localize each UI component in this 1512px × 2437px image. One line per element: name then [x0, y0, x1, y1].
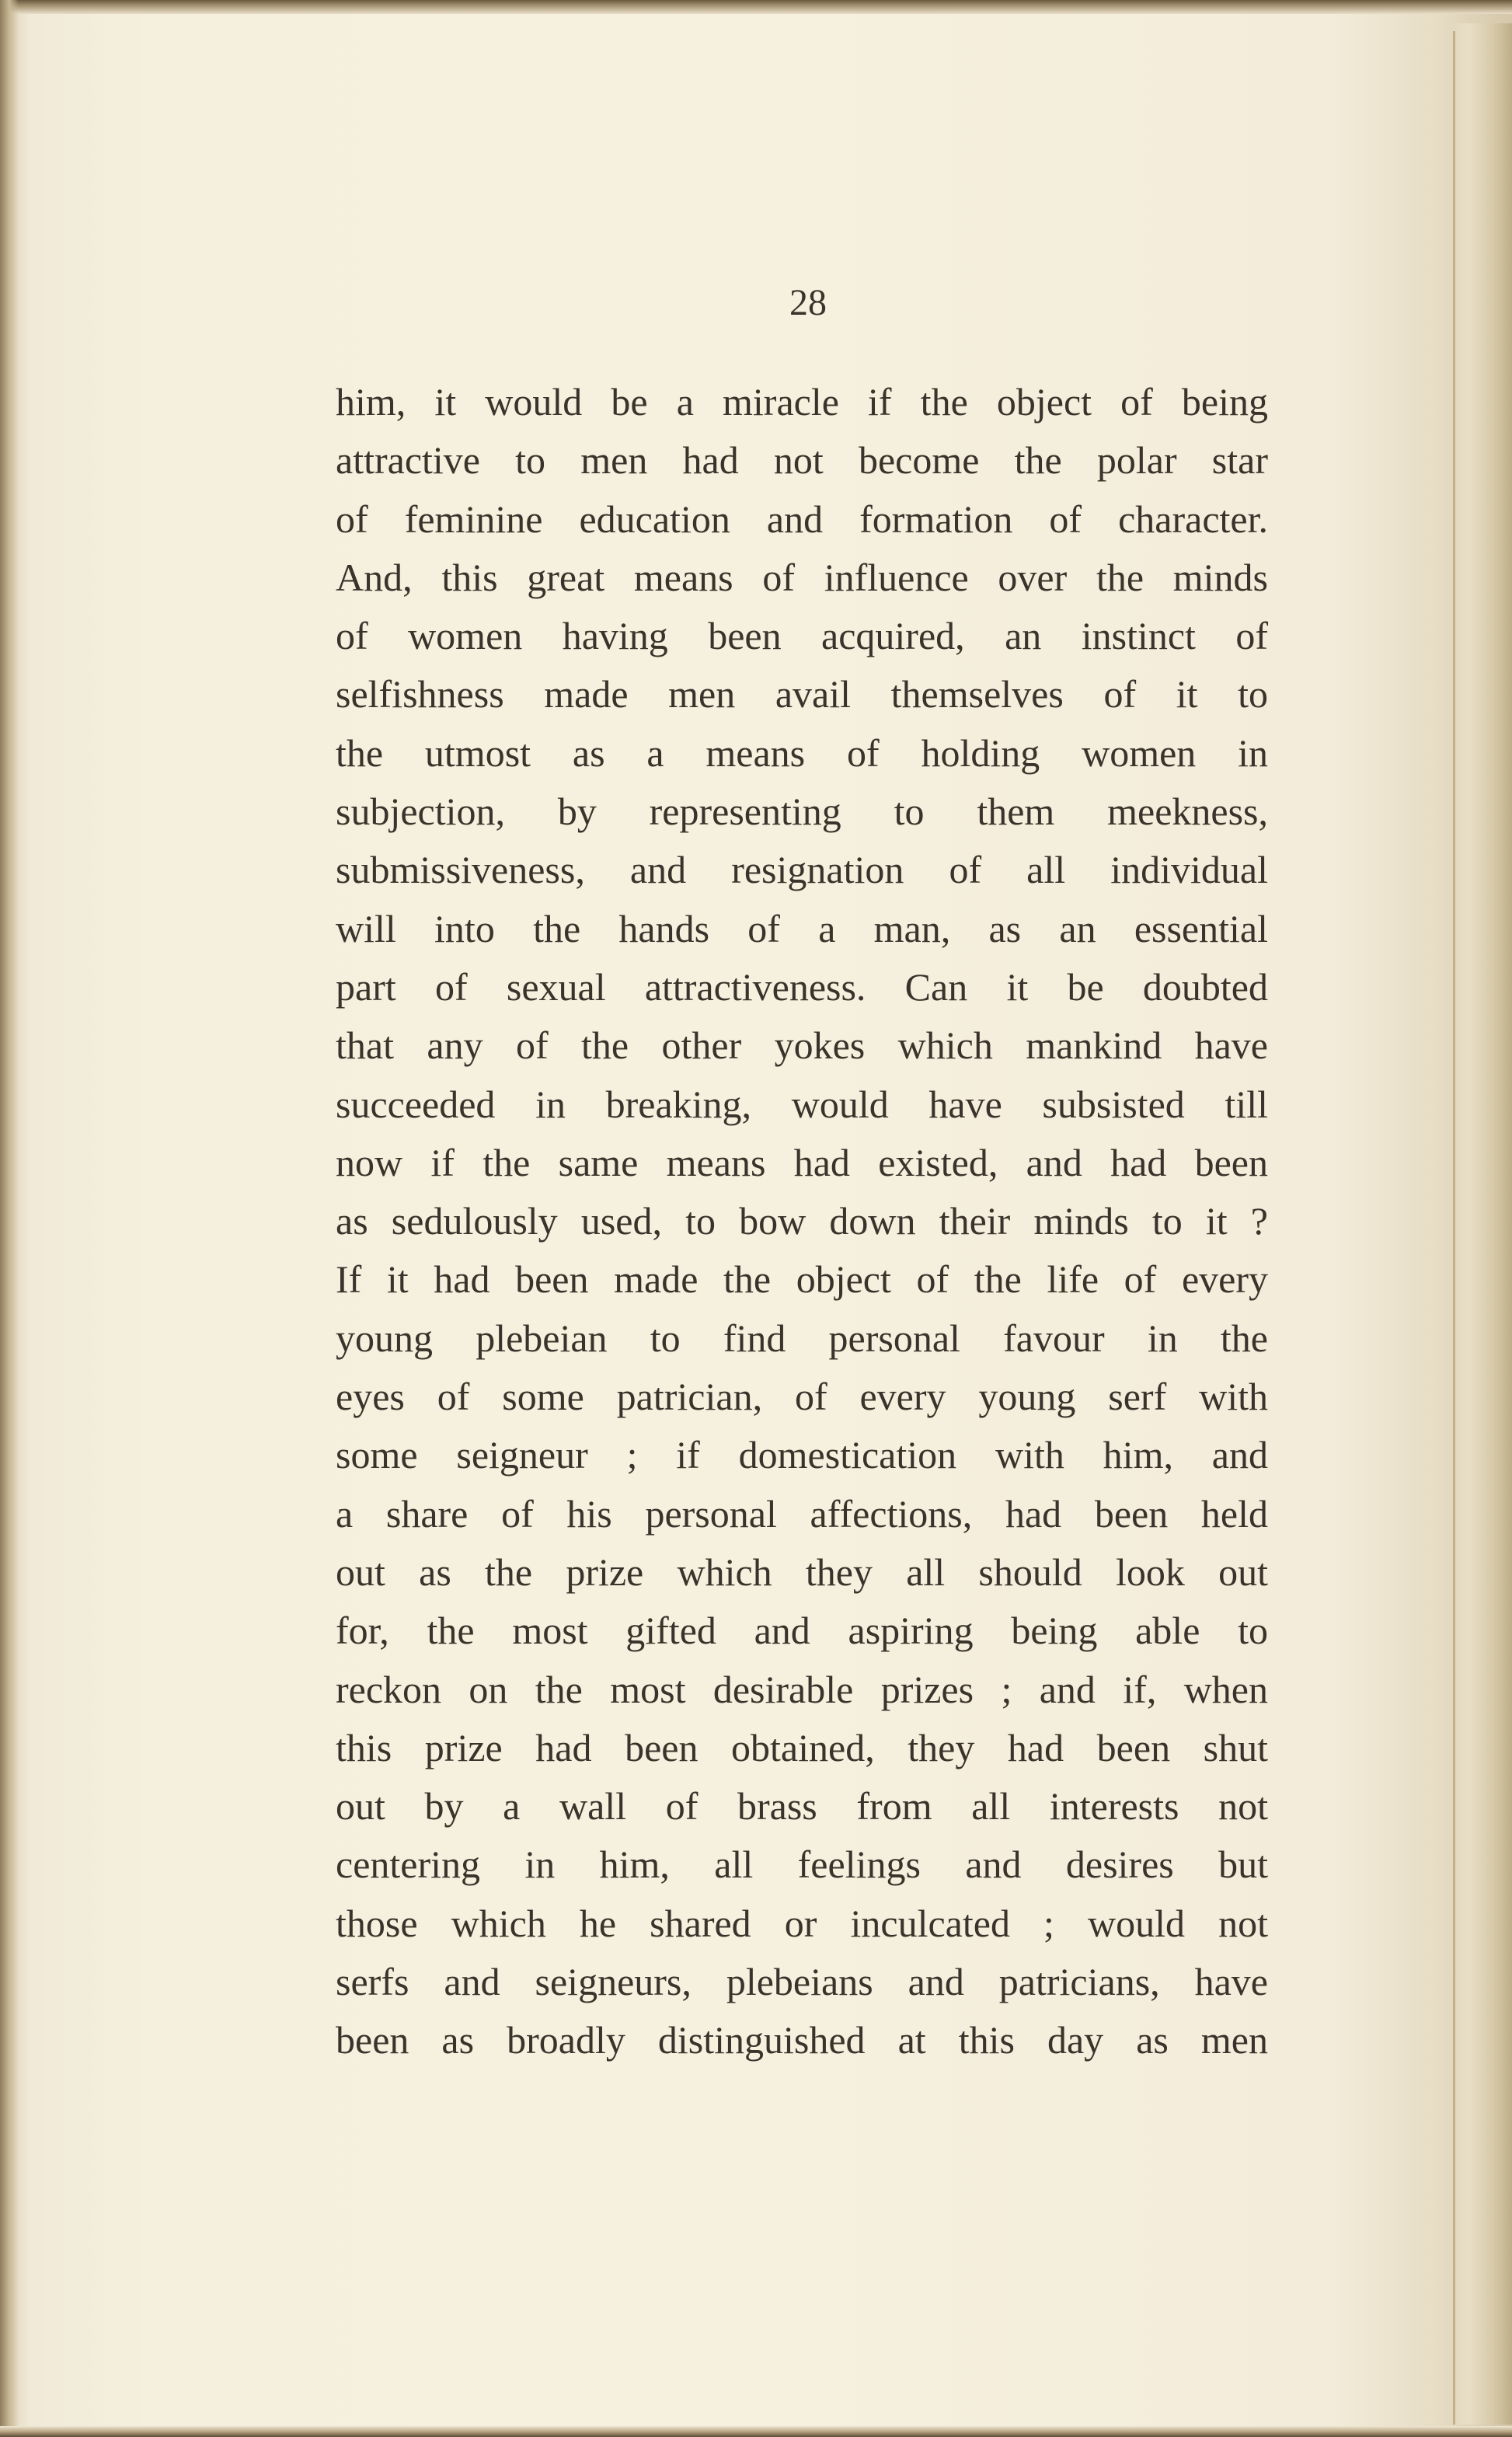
text-line: that any of the other yokes which mankind have	[336, 1023, 1268, 1068]
text-line: eyes of some patrician, of every young serf with	[336, 1375, 1268, 1419]
text-line: young plebeian to find personal favour in the	[336, 1316, 1268, 1360]
text-line: been as broadly distinguished at this day as men	[336, 2018, 1268, 2062]
text-line: for, the most gifted and aspiring being able to	[336, 1609, 1268, 1653]
text-line: And, this great means of influence over the minds	[336, 555, 1268, 599]
text-line: out as the prize which they all should look out	[336, 1550, 1268, 1594]
text-line: him, it would be a miracle if the object of being	[336, 380, 1268, 424]
text-line: some seigneur ; if domestication with him, and	[336, 1433, 1268, 1477]
page-fold-line	[1453, 31, 1455, 2425]
text-line: attractive to men had not become the polar star	[336, 438, 1268, 483]
text-line: those which he shared or inculcated ; would not	[336, 1901, 1268, 1945]
text-line: this prize had been obtained, they had been shut	[336, 1725, 1268, 1769]
text-line: a share of his personal affections, had been held	[336, 1491, 1268, 1536]
page-number: 28	[789, 282, 827, 323]
text-line: out by a wall of brass from all interests not	[336, 1784, 1268, 1829]
text-line: succeeded in breaking, would have subsisted till	[336, 1082, 1268, 1126]
page-right-fold	[1450, 23, 1512, 2425]
text-line: part of sexual attractiveness. Can it be doubted	[336, 964, 1268, 1009]
page-binding-edge	[0, 0, 19, 2437]
text-line: If it had been made the object of the life of every	[336, 1257, 1268, 1302]
text-line: will into the hands of a man, as an essential	[336, 906, 1268, 950]
text-line: serfs and seigneurs, plebeians and patricians, have	[336, 1960, 1268, 2004]
text-line: submissiveness, and resignation of all individual	[336, 848, 1268, 892]
text-line: reckon on the most desirable prizes ; and if, when	[336, 1667, 1268, 1711]
text-line: of women having been acquired, an instinct of	[336, 614, 1268, 658]
body-text	[336, 373, 1268, 2070]
text-line: of feminine education and formation of character.	[336, 497, 1268, 541]
page-bottom-edge	[0, 2426, 1512, 2437]
text-line: as sedulously used, to bow down their minds to it ?	[336, 1199, 1268, 1243]
text-line: the utmost as a means of holding women in	[336, 730, 1268, 775]
text-line: centering in him, all feelings and desires but	[336, 1843, 1268, 1887]
text-line: selfishness made men avail themselves of it to	[336, 672, 1268, 716]
text-line: now if the same means had existed, and had been	[336, 1140, 1268, 1184]
page-top-edge	[0, 0, 1512, 14]
text-line: subjection, by representing to them meekness,	[336, 790, 1268, 834]
